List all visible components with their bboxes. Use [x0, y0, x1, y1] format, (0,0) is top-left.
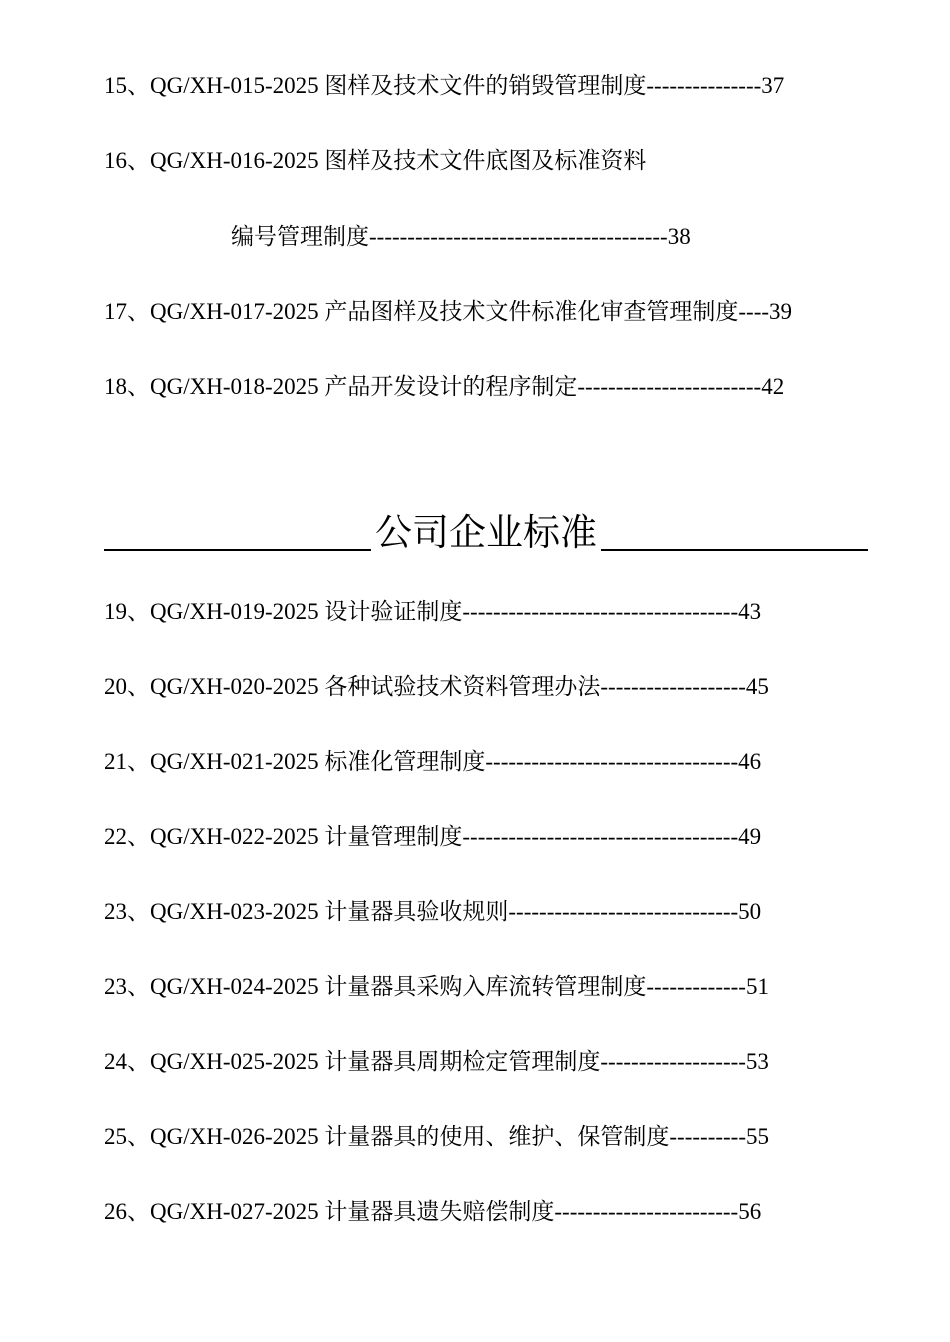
- toc-entry-19: 19、QG/XH-019-2025 设计验证制度------------------------------------43: [104, 599, 762, 624]
- section-heading: [104, 510, 868, 554]
- toc-entry-25: 24、QG/XH-025-2025 计量器具周期检定管理制度-------------------53: [104, 1049, 769, 1074]
- toc-entry-24: 23、QG/XH-024-2025 计量器具采购入库流转管理制度-------------51: [104, 974, 769, 999]
- toc-entry-18: 18、QG/XH-018-2025 产品开发设计的程序制定------------------------42: [104, 374, 785, 399]
- toc-entry-23: 23、QG/XH-023-2025 计量器具验收规则------------------------------50: [104, 899, 762, 924]
- toc-entry-27: 26、QG/XH-027-2025 计量器具遗失赔偿制度------------------------56: [104, 1199, 762, 1224]
- toc-entry-26: 25、QG/XH-026-2025 计量器具的使用、维护、保管制度----------55: [104, 1124, 769, 1149]
- section-title-wrap: [104, 510, 868, 556]
- toc-entry-15: 15、QG/XH-015-2025 图样及技术文件的销毁管理制度---------------37: [104, 73, 785, 98]
- toc-entry-21: 21、QG/XH-021-2025 标准化管理制度---------------------------------46: [104, 749, 762, 774]
- toc-entry-22: 22、QG/XH-022-2025 计量管理制度------------------------------------49: [104, 824, 762, 849]
- toc-entry-17: 17、QG/XH-017-2025 产品图样及技术文件标准化审查管理制度----39: [104, 299, 793, 324]
- toc-entry-20: 20、QG/XH-020-2025 各种试验技术资料管理办法-------------------45: [104, 674, 769, 699]
- toc-entry-16: 16、QG/XH-016-2025 图样及技术文件底图及标准资料: [104, 148, 647, 173]
- section-title: 公司企业标准: [371, 511, 601, 554]
- toc-entry-16-continuation: 编号管理制度---------------------------------------38: [231, 224, 691, 249]
